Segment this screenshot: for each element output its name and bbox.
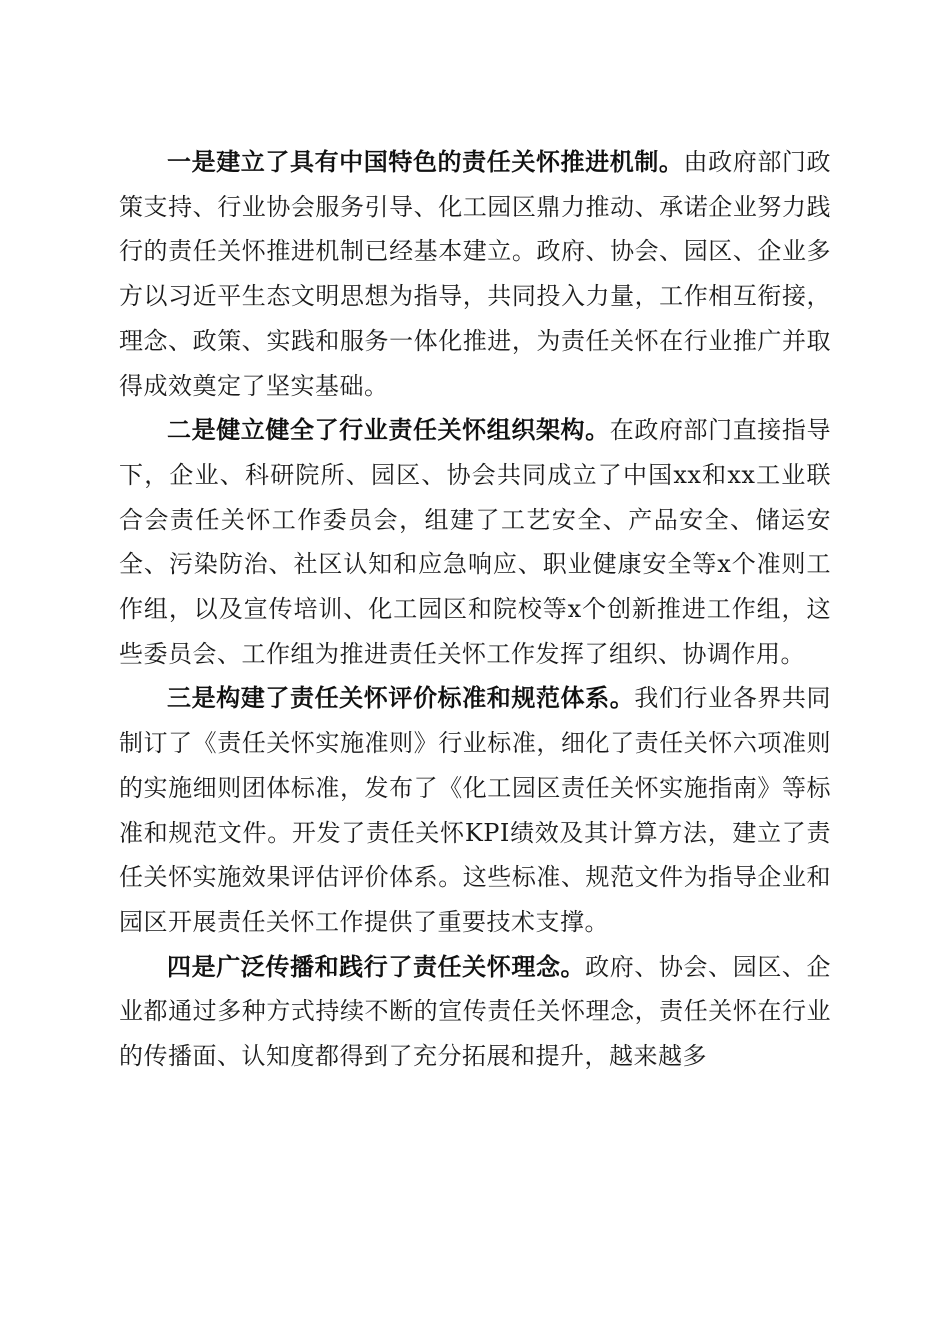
paragraph-4-body: 政府、协会、园区、企业都通过多种方式持续不断的宣传责任关怀理念，责任关怀在行业的传播面、认知度都得到了充分拓展和提升，越来越多 <box>119 952 832 1071</box>
paragraph-2-lead: 二是健立健全了行业责任关怀组织架构。 <box>167 415 610 445</box>
paragraph-3-body: 我们行业各界共同制订了《责任关怀实施准则》行业标准，细化了责任关怀六项准则的实施细则团体标准，发布了《化工园区责任关怀实施指南》等标准和规范文件。开发了责任关怀KPI绩效及其计算方法，建立了责任关怀实施效果评估评价体系。这些标准、规范文件为指导企业和园区开展责任关怀工作提供了重要技术支撑。 <box>119 684 832 936</box>
paragraph-1-body: 由政府部门政策支持、行业协会服务引导、化工园区鼎力推动、承诺企业努力践行的责任关怀推进机制已经基本建立。政府、协会、园区、企业多方以习近平生态文明思想为指导，共同投入力量，工作相互衔接，理念、政策、实践和服务一体化推进，为责任关怀在行业推广并取得成效奠定了坚实基础。 <box>119 148 832 400</box>
paragraph-4-lead: 四是广泛传播和践行了责任关怀理念。 <box>167 951 586 981</box>
paragraph-2-body: 在政府部门直接指导下，企业、科研院所、园区、协会共同成立了中国xx和xx工业联合会责任关怀工作委员会，组建了工艺安全、产品安全、储运安全、污染防治、社区认知和应急响应、职业健康安全等x个准则工作组，以及宣传培训、化工园区和院校等x个创新推进工作组，这些委员会、工作组为推进责任关怀工作发挥了组织、协调作用。 <box>119 416 832 668</box>
document-body <box>119 140 831 1079</box>
paragraph-3-lead: 三是构建了责任关怀评价标准和规范体系。 <box>167 683 635 713</box>
paragraph-2 <box>119 408 831 676</box>
paragraph-4 <box>119 945 831 1079</box>
paragraph-1-lead: 一是建立了具有中国特色的责任关怀推进机制。 <box>167 147 684 176</box>
paragraph-3 <box>119 676 831 944</box>
paragraph-1 <box>119 140 831 408</box>
